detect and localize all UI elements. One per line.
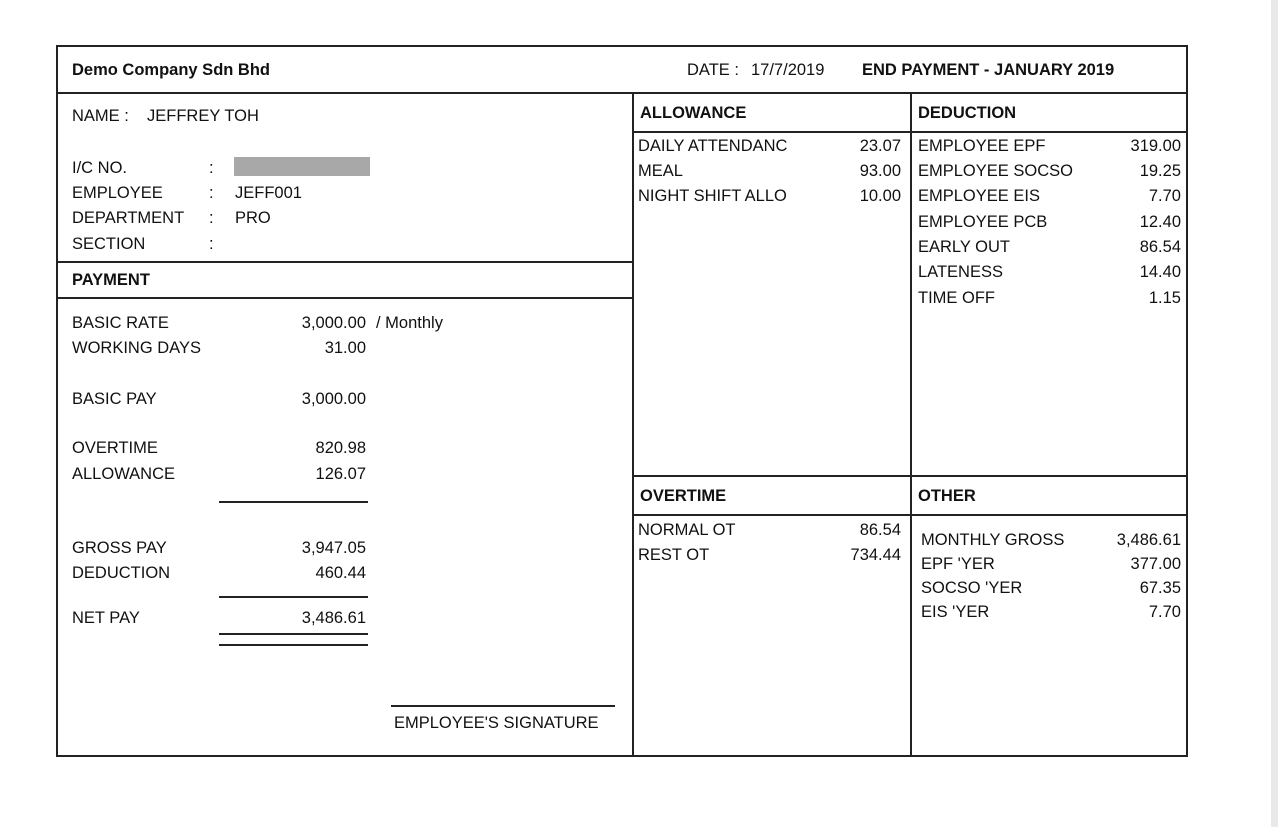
net-top-rule bbox=[219, 596, 368, 598]
signature-label: EMPLOYEE'S SIGNATURE bbox=[394, 714, 599, 732]
other-item-value: 67.35 bbox=[1139, 579, 1181, 597]
header-divider bbox=[56, 92, 1188, 94]
basic-rate-label: BASIC RATE bbox=[72, 314, 169, 332]
employee-label: EMPLOYEE bbox=[72, 184, 163, 202]
other-item-label: MONTHLY GROSS bbox=[921, 531, 1065, 549]
ic-colon: : bbox=[209, 159, 214, 177]
other-item-label: EPF 'YER bbox=[921, 555, 995, 573]
other-item-value: 377.00 bbox=[1130, 555, 1181, 573]
basic-pay-label: BASIC PAY bbox=[72, 390, 157, 408]
overtime-title: OVERTIME bbox=[640, 487, 727, 505]
deduction-item-value: 12.40 bbox=[1139, 213, 1181, 231]
section-colon: : bbox=[209, 235, 214, 253]
name-label: NAME : bbox=[72, 107, 129, 125]
other-item-label: SOCSO 'YER bbox=[921, 579, 1023, 597]
allowance-title: ALLOWANCE bbox=[640, 104, 747, 122]
gross-pay-value: 3,947.05 bbox=[301, 539, 366, 557]
lower-sections-top-divider bbox=[632, 475, 1188, 477]
section-title-divider-top bbox=[632, 131, 1188, 133]
deduction-item-label: EMPLOYEE EPF bbox=[918, 137, 1046, 155]
allowance-item-value: 23.07 bbox=[859, 137, 901, 155]
department-value: PRO bbox=[235, 209, 271, 227]
deduction-item-value: 7.70 bbox=[1148, 187, 1181, 205]
net-double-rule-2 bbox=[219, 644, 368, 646]
net-pay-value: 3,486.61 bbox=[301, 609, 366, 627]
other-item-value: 7.70 bbox=[1148, 603, 1181, 621]
basic-rate-value: 3,000.00 bbox=[301, 314, 366, 332]
basic-pay-value: 3,000.00 bbox=[301, 390, 366, 408]
scrollbar-track[interactable] bbox=[1271, 0, 1278, 827]
deduction-item-value: 19.25 bbox=[1139, 162, 1181, 180]
department-label: DEPARTMENT bbox=[72, 209, 185, 227]
company-name: Demo Company Sdn Bhd bbox=[72, 61, 271, 79]
deduction-item-value: 319.00 bbox=[1130, 137, 1181, 155]
overtime-item-label: REST OT bbox=[638, 546, 710, 564]
allowance-item-value: 93.00 bbox=[859, 162, 901, 180]
allowance-item-label: MEAL bbox=[638, 162, 683, 180]
deduction-item-label: EMPLOYEE PCB bbox=[918, 213, 1048, 231]
overtime-item-value: 86.54 bbox=[859, 521, 901, 539]
column-divider-2 bbox=[910, 93, 912, 757]
deduction-item-label: EMPLOYEE SOCSO bbox=[918, 162, 1073, 180]
date-value: 17/7/2019 bbox=[751, 61, 825, 79]
allowance-item-value: 10.00 bbox=[859, 187, 901, 205]
allowance-item-label: DAILY ATTENDANC bbox=[638, 137, 788, 155]
deduction-item-value: 86.54 bbox=[1139, 238, 1181, 256]
lower-sections-title-divider bbox=[632, 514, 1188, 516]
working-days-label: WORKING DAYS bbox=[72, 339, 201, 357]
working-days-value: 31.00 bbox=[324, 339, 366, 357]
subtotal-rule bbox=[219, 501, 368, 503]
overtime-value: 820.98 bbox=[315, 439, 366, 457]
department-colon: : bbox=[209, 209, 214, 227]
other-title: OTHER bbox=[918, 487, 976, 505]
employee-colon: : bbox=[209, 184, 214, 202]
deduction-item-label: TIME OFF bbox=[918, 289, 995, 307]
payment-title: PAYMENT bbox=[72, 271, 150, 289]
column-divider-1 bbox=[632, 93, 634, 757]
other-item-value: 3,486.61 bbox=[1116, 531, 1181, 549]
deduction-value: 460.44 bbox=[315, 564, 366, 582]
deduction-item-label: EMPLOYEE EIS bbox=[918, 187, 1040, 205]
deduction-item-label: EARLY OUT bbox=[918, 238, 1010, 256]
other-item-label: EIS 'YER bbox=[921, 603, 990, 621]
deduction-item-value: 14.40 bbox=[1139, 263, 1181, 281]
deduction-label: DEDUCTION bbox=[72, 564, 171, 582]
deduction-item-label: LATENESS bbox=[918, 263, 1003, 281]
net-double-rule-1 bbox=[219, 633, 368, 635]
allowance-label: ALLOWANCE bbox=[72, 465, 175, 483]
ic-redacted-block bbox=[234, 157, 370, 176]
name-value: JEFFREY TOH bbox=[147, 107, 259, 125]
signature-line bbox=[391, 705, 615, 707]
deduction-title: DEDUCTION bbox=[918, 104, 1017, 122]
date-label: DATE : bbox=[687, 61, 739, 79]
net-pay-label: NET PAY bbox=[72, 609, 140, 627]
payment-top-divider bbox=[56, 261, 633, 263]
section-label: SECTION bbox=[72, 235, 146, 253]
payslip-title: END PAYMENT - JANUARY 2019 bbox=[862, 61, 1115, 79]
gross-pay-label: GROSS PAY bbox=[72, 539, 167, 557]
overtime-label: OVERTIME bbox=[72, 439, 158, 457]
allowance-value: 126.07 bbox=[315, 465, 366, 483]
employee-value: JEFF001 bbox=[235, 184, 302, 202]
payment-bottom-divider bbox=[56, 297, 633, 299]
deduction-item-value: 1.15 bbox=[1148, 289, 1181, 307]
basic-rate-unit: / Monthly bbox=[376, 314, 443, 332]
overtime-item-label: NORMAL OT bbox=[638, 521, 736, 539]
ic-label: I/C NO. bbox=[72, 159, 128, 177]
overtime-item-value: 734.44 bbox=[850, 546, 901, 564]
allowance-item-label: NIGHT SHIFT ALLO bbox=[638, 187, 787, 205]
